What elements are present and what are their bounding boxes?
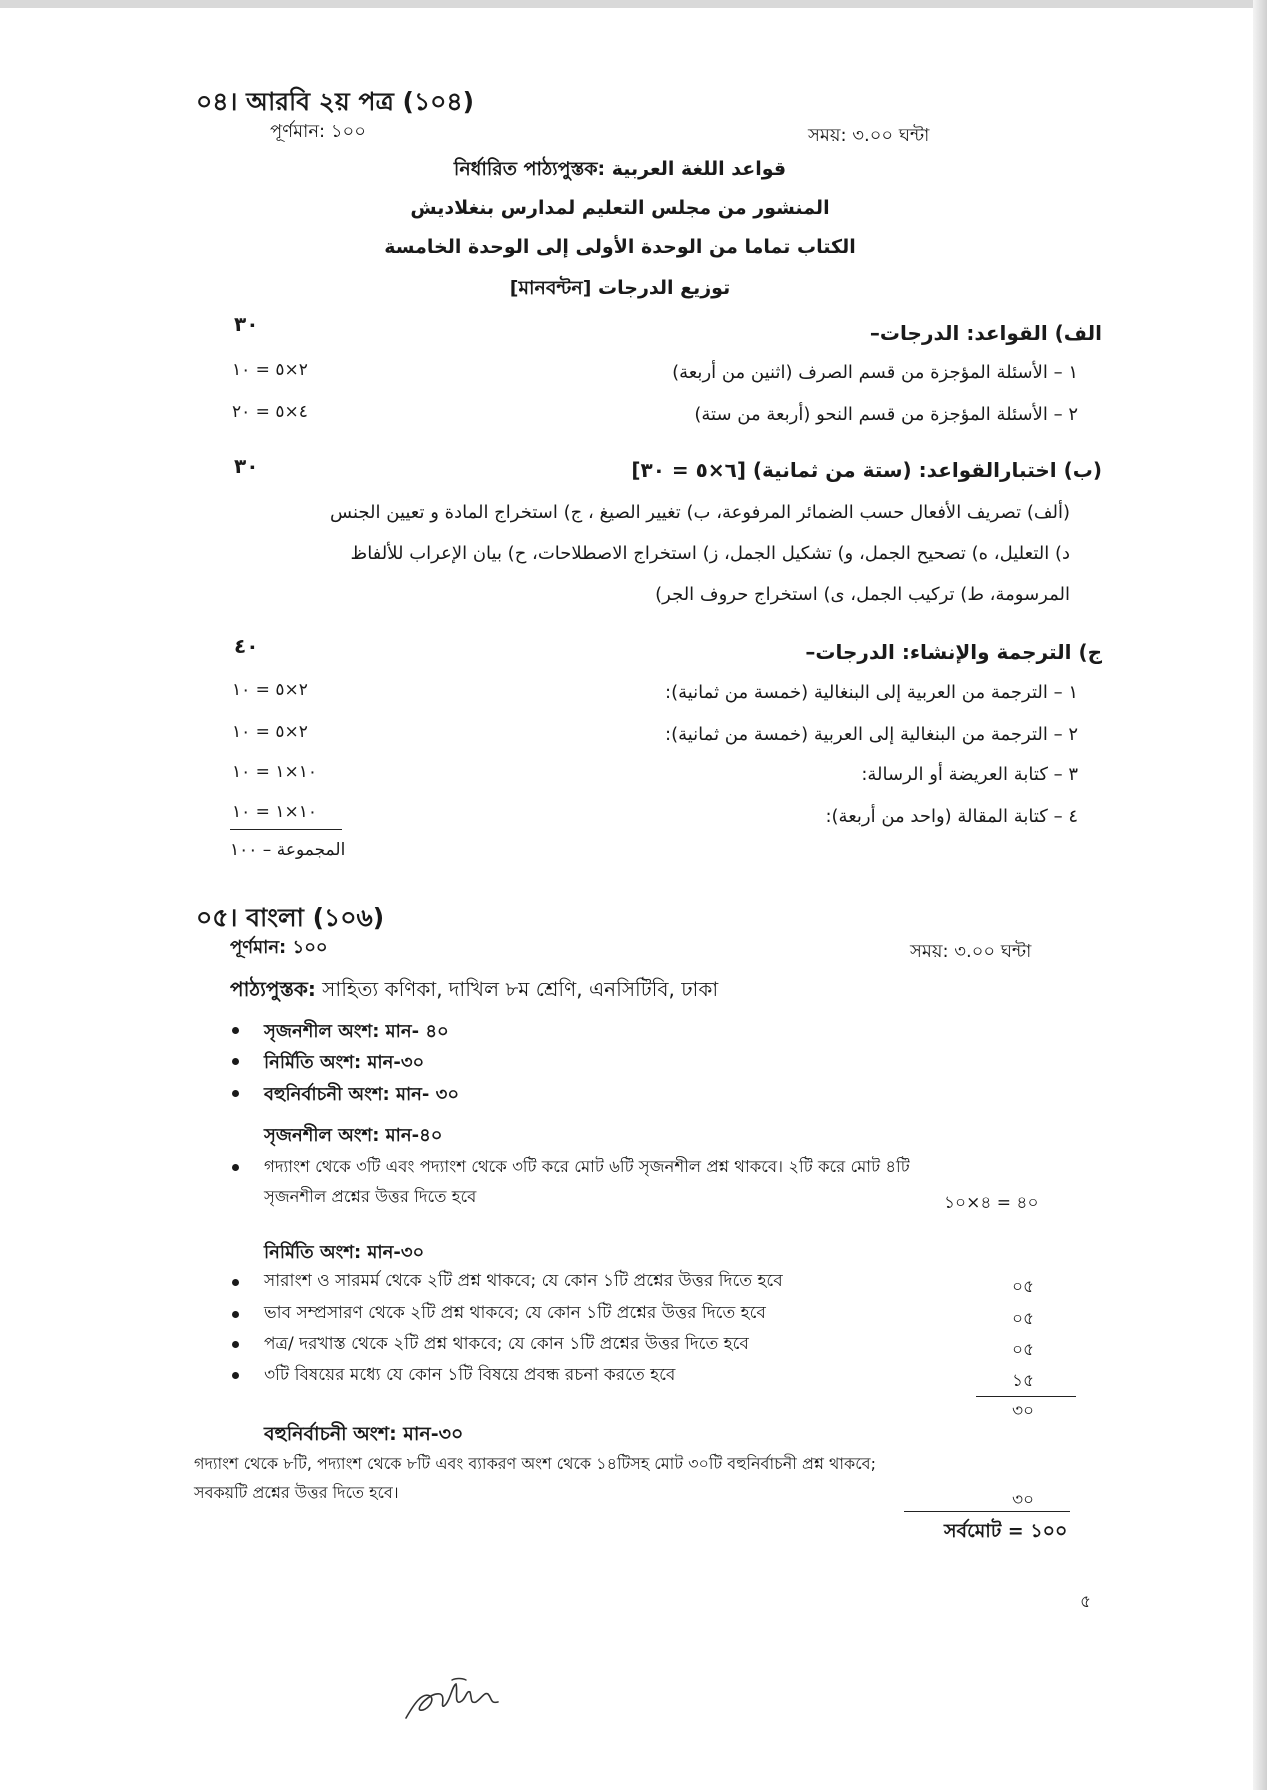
signature [400, 1674, 510, 1724]
section-c-item-2-marks: ٢×٥ = ١٠ [232, 722, 308, 742]
arabic-textbook: নির্ধারিত পাঠ্যপুস্তক: قواعد اللغة العربية [453, 158, 787, 180]
section-a-item-2-marks: ٤×٥ = ٢٠ [232, 402, 308, 422]
section-c-item-1-marks: ٢×٥ = ١٠ [232, 680, 308, 700]
bullet-icon [232, 1311, 239, 1318]
bullet-icon [232, 1164, 239, 1171]
composition-item-2: ভাব সম্প্রসারণ থেকে ২টি প্রশ্ন থাকবে; যে কোন ১টি প্রশ্নের উত্তর দিতে হবে [264, 1303, 766, 1323]
composition-item-1-marks: ০৫ [1012, 1277, 1035, 1297]
section-c-item-3-marks: ١٠×١ = ١٠ [232, 762, 317, 782]
section-b-line-1: (ألف) تصريف الأفعال حسب الضمائر المرفوعة، ب) تغيير الصيغ ، ج) استخراج المادة و تعيين الجنس [330, 502, 1070, 523]
composition-item-1: সারাংশ ও সারমর্ম থেকে ২টি প্রশ্ন থাকবে; যে কোন ১টি প্রশ্নের উত্তর দিতে হবে [264, 1271, 783, 1291]
arabic-heading: ০৪। আরবি ২য় পত্র (১০৪) [196, 87, 475, 116]
bullet-icon [232, 1279, 239, 1286]
section-c-item-4: ٤ – كتابة المقالة (واحد من أربعة): [825, 806, 1078, 827]
composition-item-3: পত্র/ দরখাস্ত থেকে ২টি প্রশ্ন থাকবে; যে কোন ১টি প্রশ্নের উত্তর দিতে হবে [264, 1334, 749, 1354]
section-c-item-4-marks: ١٠×١ = ١٠ [232, 802, 317, 822]
arabic-time: সময়: ৩.০০ ঘন্টা [808, 125, 930, 146]
scan-top-edge [0, 0, 1267, 8]
grand-total: সর্বমোট = ১০০ [944, 1520, 1068, 1542]
section-c-item-2: ٢ – الترجمة من البنغالية إلى العربية (خمسة من ثمانية): [665, 724, 1078, 745]
section-c-item-3: ٣ – كتابة العريضة أو الرسالة: [861, 764, 1078, 785]
creative-line-2: সৃজনশীল প্রশ্নের উত্তর দিতে হবে [264, 1187, 477, 1206]
composition-item-4: ৩টি বিষয়ের মধ্যে যে কোন ১টি বিষয়ে প্রবন্ধ রচনা করতে হবে [264, 1365, 676, 1385]
section-a-title: الف) القواعد: الدرجات– [869, 321, 1102, 345]
composition-item-4-marks: ১৫ [1012, 1371, 1035, 1391]
section-c-marks: ٤٠ [234, 634, 259, 658]
section-a-marks: ٣٠ [234, 312, 259, 336]
bullet-icon [232, 1027, 239, 1034]
mcq-marks: ৩০ [1012, 1490, 1035, 1510]
bullet-icon [232, 1058, 239, 1065]
summary-creative: সৃজনশীল অংশ: মান- ৪০ [264, 1021, 449, 1042]
bangla-textbook-label: পাঠ্যপুস্তক: [230, 977, 316, 1001]
section-a-item-1: ١ – الأسئلة المؤجزة من قسم الصرف (اثنين من أربعة) [672, 362, 1078, 383]
bullet-icon [232, 1090, 239, 1097]
bangla-textbook: সাহিত্য কণিকা, দাখিল ৮ম শ্রেণি, এনসিটিবি, ঢাকা [315, 977, 719, 1001]
section-a-item-1-marks: ٢×٥ = ١٠ [232, 360, 308, 380]
arabic-distribution: توزيع الدرجات [মানবন্টন] [509, 277, 731, 299]
bangla-textbook-line [230, 975, 718, 1008]
section-b-marks: ٣٠ [234, 454, 259, 478]
arabic-publisher: المنشور من مجلس التعليم لمدارس بنغلاديش [410, 197, 830, 219]
bangla-heading: ০৫। বাংলা (১০৬) [196, 903, 385, 932]
section-c-item-1: ١ – الترجمة من العربية إلى البنغالية (خمسة من ثمانية): [665, 682, 1078, 703]
bullet-icon [232, 1372, 239, 1379]
bullet-icon [232, 1341, 239, 1348]
creative-line-1: গদ্যাংশ থেকে ৩টি এবং পদ্যাংশ থেকে ৩টি করে মোট ৬টি সৃজনশীল প্রশ্ন থাকবে। ২টি করে মোট ৪টি [264, 1157, 910, 1176]
bangla-full-marks: পূর্ণমান: ১০০ [230, 937, 328, 958]
bangla-time: সময়: ৩.০০ ঘন্টা [910, 941, 1032, 962]
composition-title: নির্মিতি অংশ: মান-৩০ [264, 1242, 425, 1263]
scan-right-edge [1253, 0, 1267, 1790]
section-b-title: (ب) اختبارالقواعد: (ستة من ثمانية) [٦×٥ = ٣٠] [631, 458, 1102, 482]
section-b-line-3: المرسومة، ط) تركيب الجمل، ى) استخراج حروف الجر) [655, 584, 1070, 605]
mcq-line-2: সবকয়টি প্রশ্নের উত্তর দিতে হবে। [194, 1483, 399, 1502]
arabic-sum-rule [230, 829, 342, 830]
summary-composition: নির্মিতি অংশ: মান-৩০ [264, 1052, 425, 1073]
page-number: ৫ [1080, 1592, 1092, 1612]
mcq-line-1: গদ্যাংশ থেকে ৮টি, পদ্যাংশ থেকে ৮টি এবং ব্যাকরণ অংশ থেকে ১৪টিসহ মোট ৩০টি বহুনির্বাচনী প্রশ্ন থাকবে; [194, 1454, 876, 1473]
arabic-full-marks: পূর্ণমান: ১০০ [270, 121, 366, 142]
arabic-total: المجموعة – ١٠٠ [230, 840, 346, 860]
summary-mcq: বহুনির্বাচনী অংশ: মান- ৩০ [264, 1084, 460, 1105]
grand-total-rule [904, 1511, 1070, 1512]
creative-title: সৃজনশীল অংশ: মান-৪০ [264, 1125, 443, 1146]
composition-total: ৩০ [1012, 1401, 1035, 1421]
composition-sum-rule [976, 1396, 1076, 1397]
arabic-coverage: الكتاب تماما من الوحدة الأولى إلى الوحدة الخامسة [384, 236, 856, 258]
composition-item-3-marks: ০৫ [1012, 1340, 1035, 1360]
section-c-title: ج) الترجمة والإنشاء: الدرجات– [805, 640, 1102, 664]
creative-marks: ১০×৪ = ৪০ [944, 1193, 1039, 1213]
composition-item-2-marks: ০৫ [1012, 1309, 1035, 1329]
section-b-line-2: د) التعليل، ه) تصحيح الجمل، و) تشكيل الجمل، ز) استخراج الاصطلاحات، ح) بيان الإعراب للألفاظ [350, 543, 1070, 564]
mcq-title: বহুনির্বাচনী অংশ: মান-৩০ [264, 1423, 464, 1445]
section-a-item-2: ٢ – الأسئلة المؤجزة من قسم النحو (أربعة من ستة) [694, 404, 1078, 425]
